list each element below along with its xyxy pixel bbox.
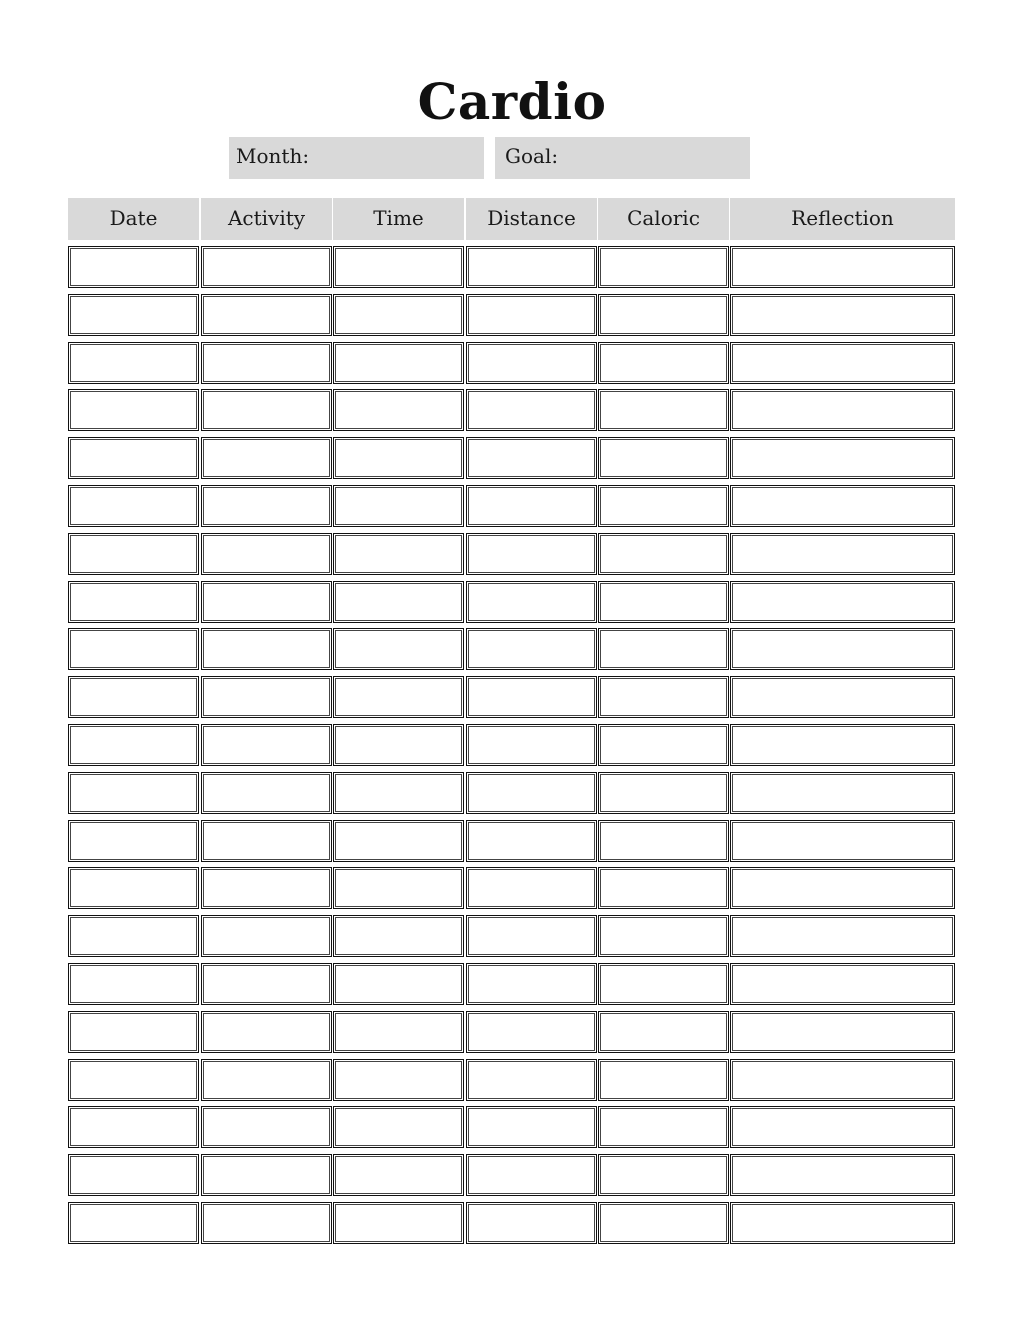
log-cell-distance[interactable] (466, 246, 597, 288)
log-cell-reflection[interactable] (730, 1202, 955, 1244)
log-cell-distance[interactable] (466, 533, 597, 575)
log-cell-activity[interactable] (201, 1202, 332, 1244)
column-header-activity: Activity (201, 198, 332, 240)
log-cell-caloric[interactable] (598, 389, 729, 431)
log-cell-reflection[interactable] (730, 1106, 955, 1148)
log-cell-activity[interactable] (201, 915, 332, 957)
log-cell-activity[interactable] (201, 1154, 332, 1196)
log-cell-date[interactable] (68, 676, 199, 718)
log-cell-date[interactable] (68, 1154, 199, 1196)
log-cell-reflection[interactable] (730, 1059, 955, 1101)
log-cell-caloric[interactable] (598, 820, 729, 862)
log-cell-reflection[interactable] (730, 437, 955, 479)
log-cell-time[interactable] (333, 915, 464, 957)
log-cell-date[interactable] (68, 485, 199, 527)
log-cell-date[interactable] (68, 581, 199, 623)
log-cell-time[interactable] (333, 437, 464, 479)
log-cell-date[interactable] (68, 437, 199, 479)
log-cell-time[interactable] (333, 1011, 464, 1053)
log-cell-distance[interactable] (466, 867, 597, 909)
log-cell-activity[interactable] (201, 724, 332, 766)
log-cell-date[interactable] (68, 724, 199, 766)
log-cell-activity[interactable] (201, 1106, 332, 1148)
log-cell-date[interactable] (68, 1059, 199, 1101)
log-cell-date[interactable] (68, 1202, 199, 1244)
log-cell-caloric[interactable] (598, 772, 729, 814)
log-cell-date[interactable] (68, 772, 199, 814)
log-cell-caloric[interactable] (598, 963, 729, 1005)
goal-field[interactable] (495, 137, 750, 179)
log-cell-reflection[interactable] (730, 820, 955, 862)
log-cell-date[interactable] (68, 533, 199, 575)
log-cell-reflection[interactable] (730, 628, 955, 670)
log-cell-caloric[interactable] (598, 533, 729, 575)
log-cell-reflection[interactable] (730, 676, 955, 718)
log-cell-date[interactable] (68, 1011, 199, 1053)
log-cell-caloric[interactable] (598, 1059, 729, 1101)
log-cell-caloric[interactable] (598, 294, 729, 336)
log-cell-time[interactable] (333, 676, 464, 718)
log-cell-distance[interactable] (466, 581, 597, 623)
log-cell-activity[interactable] (201, 772, 332, 814)
log-cell-distance[interactable] (466, 1154, 597, 1196)
log-cell-activity[interactable] (201, 294, 332, 336)
log-cell-activity[interactable] (201, 676, 332, 718)
log-cell-caloric[interactable] (598, 246, 729, 288)
log-cell-distance[interactable] (466, 676, 597, 718)
log-cell-reflection[interactable] (730, 246, 955, 288)
log-cell-distance[interactable] (466, 342, 597, 384)
log-cell-distance[interactable] (466, 628, 597, 670)
log-cell-caloric[interactable] (598, 724, 729, 766)
log-cell-time[interactable] (333, 1106, 464, 1148)
log-cell-time[interactable] (333, 867, 464, 909)
log-cell-date[interactable] (68, 1106, 199, 1148)
goal-label: Goal: (505, 144, 559, 168)
page-title: Cardio (417, 72, 607, 131)
log-cell-activity[interactable] (201, 581, 332, 623)
log-cell-caloric[interactable] (598, 1106, 729, 1148)
log-cell-reflection[interactable] (730, 915, 955, 957)
log-cell-activity[interactable] (201, 389, 332, 431)
log-cell-distance[interactable] (466, 1011, 597, 1053)
log-cell-date[interactable] (68, 963, 199, 1005)
log-cell-time[interactable] (333, 533, 464, 575)
log-cell-time[interactable] (333, 581, 464, 623)
log-cell-time[interactable] (333, 724, 464, 766)
log-cell-time[interactable] (333, 772, 464, 814)
log-cell-time[interactable] (333, 1059, 464, 1101)
log-cell-activity[interactable] (201, 820, 332, 862)
log-cell-distance[interactable] (466, 389, 597, 431)
log-cell-distance[interactable] (466, 437, 597, 479)
log-cell-reflection[interactable] (730, 772, 955, 814)
log-cell-reflection[interactable] (730, 389, 955, 431)
log-cell-activity[interactable] (201, 1011, 332, 1053)
log-cell-caloric[interactable] (598, 1154, 729, 1196)
log-cell-date[interactable] (68, 246, 199, 288)
log-cell-reflection[interactable] (730, 294, 955, 336)
log-cell-distance[interactable] (466, 963, 597, 1005)
log-cell-reflection[interactable] (730, 1011, 955, 1053)
log-cell-date[interactable] (68, 294, 199, 336)
log-cell-caloric[interactable] (598, 628, 729, 670)
log-cell-time[interactable] (333, 294, 464, 336)
log-cell-time[interactable] (333, 820, 464, 862)
log-cell-activity[interactable] (201, 437, 332, 479)
log-cell-date[interactable] (68, 915, 199, 957)
column-header-distance: Distance (466, 198, 597, 240)
column-header-reflection: Reflection (730, 198, 955, 240)
log-cell-time[interactable] (333, 963, 464, 1005)
log-cell-activity[interactable] (201, 867, 332, 909)
log-cell-reflection[interactable] (730, 581, 955, 623)
log-cell-reflection[interactable] (730, 963, 955, 1005)
log-cell-time[interactable] (333, 485, 464, 527)
log-cell-caloric[interactable] (598, 676, 729, 718)
log-cell-time[interactable] (333, 1154, 464, 1196)
month-field[interactable] (229, 137, 484, 179)
log-cell-reflection[interactable] (730, 867, 955, 909)
column-header-time: Time (333, 198, 464, 240)
log-cell-caloric[interactable] (598, 1202, 729, 1244)
log-cell-activity[interactable] (201, 246, 332, 288)
log-cell-distance[interactable] (466, 1202, 597, 1244)
log-cell-activity[interactable] (201, 628, 332, 670)
log-cell-time[interactable] (333, 389, 464, 431)
log-cell-reflection[interactable] (730, 342, 955, 384)
log-cell-time[interactable] (333, 246, 464, 288)
log-cell-distance[interactable] (466, 1106, 597, 1148)
log-cell-time[interactable] (333, 342, 464, 384)
log-cell-activity[interactable] (201, 963, 332, 1005)
column-header-date: Date (68, 198, 199, 240)
month-label: Month: (236, 144, 310, 168)
log-cell-reflection[interactable] (730, 485, 955, 527)
log-cell-distance[interactable] (466, 485, 597, 527)
log-cell-caloric[interactable] (598, 915, 729, 957)
log-cell-activity[interactable] (201, 1059, 332, 1101)
log-cell-caloric[interactable] (598, 485, 729, 527)
log-cell-activity[interactable] (201, 533, 332, 575)
log-cell-distance[interactable] (466, 915, 597, 957)
log-cell-reflection[interactable] (730, 724, 955, 766)
log-cell-caloric[interactable] (598, 1011, 729, 1053)
log-cell-date[interactable] (68, 342, 199, 384)
log-cell-distance[interactable] (466, 1059, 597, 1101)
log-cell-date[interactable] (68, 628, 199, 670)
log-cell-date[interactable] (68, 867, 199, 909)
log-cell-caloric[interactable] (598, 867, 729, 909)
log-cell-distance[interactable] (466, 724, 597, 766)
log-cell-date[interactable] (68, 820, 199, 862)
log-cell-activity[interactable] (201, 485, 332, 527)
column-header-caloric: Caloric (598, 198, 729, 240)
log-cell-reflection[interactable] (730, 1154, 955, 1196)
log-cell-reflection[interactable] (730, 533, 955, 575)
log-cell-caloric[interactable] (598, 342, 729, 384)
log-cell-distance[interactable] (466, 294, 597, 336)
log-cell-caloric[interactable] (598, 581, 729, 623)
log-cell-time[interactable] (333, 1202, 464, 1244)
log-cell-activity[interactable] (201, 342, 332, 384)
log-cell-distance[interactable] (466, 820, 597, 862)
log-cell-date[interactable] (68, 389, 199, 431)
log-cell-time[interactable] (333, 628, 464, 670)
log-cell-caloric[interactable] (598, 437, 729, 479)
log-cell-distance[interactable] (466, 772, 597, 814)
